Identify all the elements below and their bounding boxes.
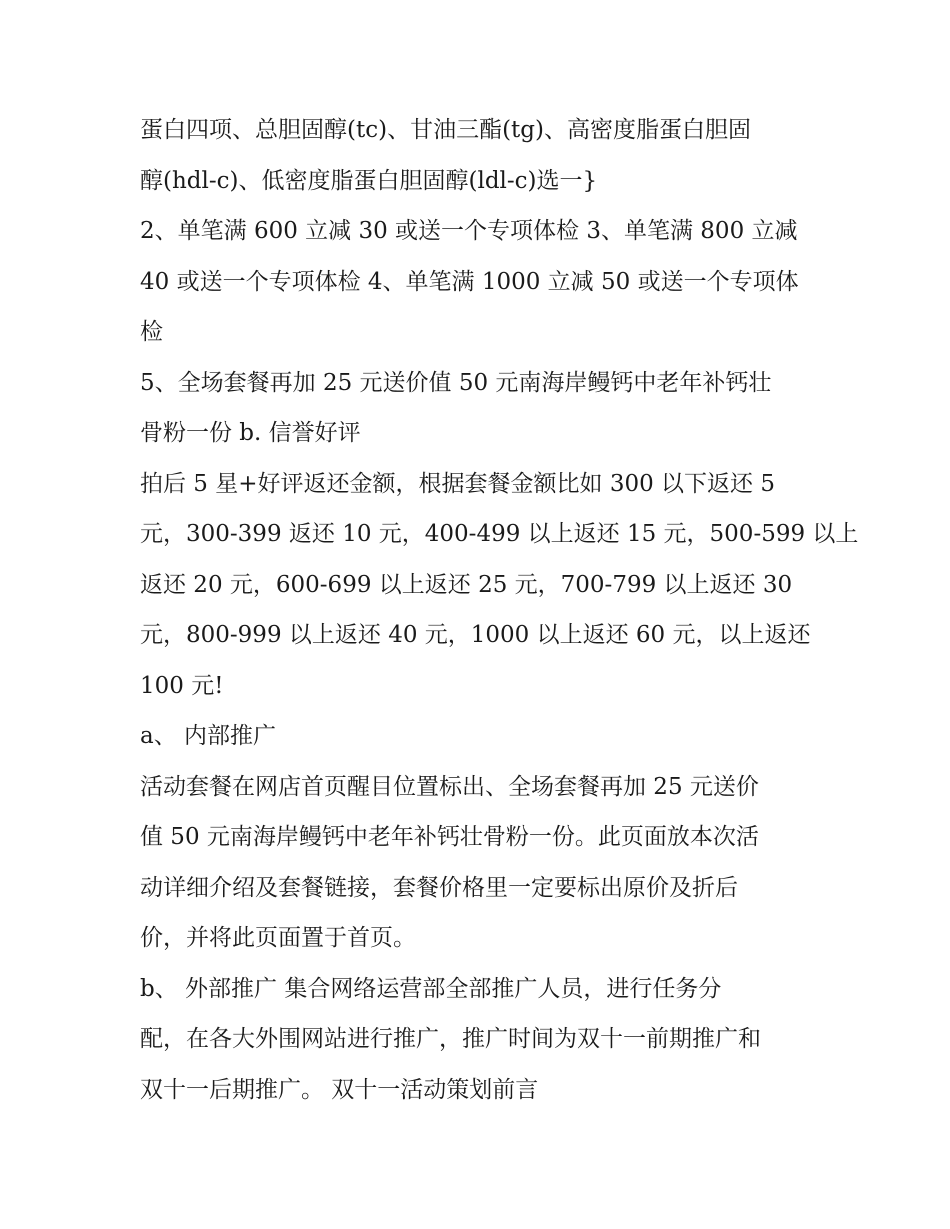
text-line: 值 50 元南海岸鳗钙中老年补钙壮骨粉一份。此页面放本次活 [140, 824, 759, 850]
text-line: a、 内部推广 [140, 723, 277, 749]
text-line: 拍后 5 星+好评返还金额，根据套餐金额比如 300 以下返还 5 [140, 470, 775, 497]
text-line: b、 外部推广 集合网络运营部全部推广人员，进行任务分 [140, 975, 722, 1002]
text-line: 骨粉一份 b. 信誉好评 [140, 420, 361, 446]
text-line: 5、全场套餐再加 25 元送价值 50 元南海岸鳗钙中老年补钙壮 [140, 369, 772, 396]
document-body [140, 105, 859, 1115]
text-line: 检 [140, 319, 163, 345]
text-line: 配，在各大外围网站进行推广，推广时间为双十一前期推广和 [140, 1026, 761, 1052]
text-line: 100 元! [140, 672, 224, 699]
text-line: 价，并将此页面置于首页。 [140, 925, 416, 951]
text-line: 2、单笔满 600 立减 30 或送一个专项体检 3、单笔满 800 立减 [140, 218, 798, 244]
text-line: 元，300-399 返还 10 元，400-499 以上返还 15 元，500-599 以上 [140, 521, 859, 547]
text-line: 活动套餐在网店首页醒目位置标出、全场套餐再加 25 元送价 [140, 773, 759, 800]
text-line: 醇(hdl-c)、低密度脂蛋白胆固醇(ldl-c)选一} [140, 167, 598, 194]
text-line: 双十一后期推广。 双十一活动策划前言 [140, 1076, 539, 1103]
text-line: 蛋白四项、总胆固醇(tc)、甘油三酯(tg)、高密度脂蛋白胆固 [140, 117, 751, 143]
text-line: 返还 20 元，600-699 以上返还 25 元，700-799 以上返还 30 [140, 571, 793, 598]
text-line: 元，800-999 以上返还 40 元，1000 以上返还 60 元，以上返还 [140, 622, 811, 648]
text-line: 动详细介绍及套餐链接，套餐价格里一定要标出原价及折后 [140, 874, 738, 901]
text-line: 40 或送一个专项体检 4、单笔满 1000 立减 50 或送一个专项体 [140, 268, 799, 295]
